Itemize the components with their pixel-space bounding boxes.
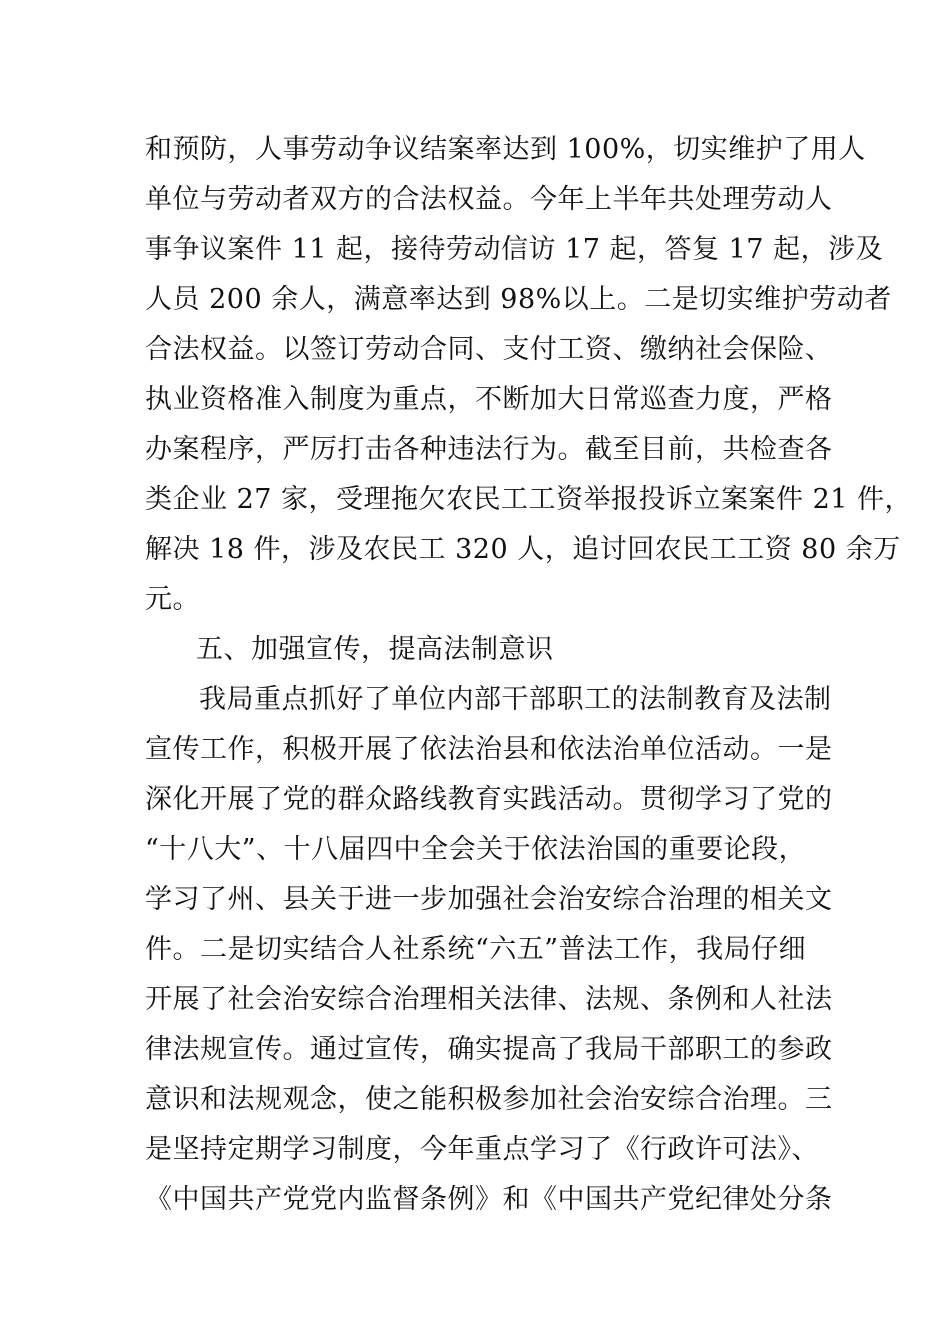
- text-line: 件。二是切实结合人社系统“六五”普法工作，我局仔细: [145, 934, 807, 965]
- text-line: 单位与劳动者双方的合法权益。今年上半年共处理劳动人: [145, 184, 833, 215]
- text-line: 人员 200 余人，满意率达到 98%以上。二是切实维护劳动者: [145, 284, 892, 315]
- text-line: 深化开展了党的群众路线教育实践活动。贯彻学习了党的: [145, 784, 833, 815]
- text-line: 宣传工作，积极开展了依法治县和依法治单位活动。一是: [145, 734, 833, 765]
- text-line: 是坚持定期学习制度，今年重点学习了《行政许可法》、: [145, 1134, 819, 1165]
- paragraph-first-line: 我局重点抓好了单位内部干部职工的法制教育及法制: [199, 684, 832, 715]
- text-line: 开展了社会治安综合治理相关法律、法规、条例和人社法: [145, 984, 833, 1015]
- text-line: 学习了州、县关于进一步加强社会治安综合治理的相关文: [145, 884, 833, 915]
- text-line: 律法规宣传。通过宣传，确实提高了我局干部职工的参政: [145, 1034, 833, 1065]
- section-heading: 五、加强宣传，提高法制意识: [196, 634, 554, 665]
- text-line: 意识和法规观念，使之能积极参加社会治安综合治理。三: [145, 1084, 833, 1115]
- text-line: 《中国共产党党内监督条例》和《中国共产党纪律处分条: [145, 1184, 833, 1215]
- text-line: 解决 18 件，涉及农民工 320 人，追讨回农民工工资 80 余万: [145, 534, 901, 565]
- text-line: 执业资格准入制度为重点，不断加大日常巡查力度，严格: [145, 384, 833, 415]
- text-line: 办案程序，严厉打击各种违法行为。截至目前，共检查各: [145, 434, 833, 465]
- text-line: 元。: [145, 584, 200, 615]
- text-line: 类企业 27 家，受理拖欠农民工工资举报投诉立案案件 21 件，: [145, 484, 913, 515]
- text-line: “十八大”、十八届四中全会关于依法治国的重要论段，: [145, 834, 807, 865]
- text-line: 事争议案件 11 起，接待劳动信访 17 起，答复 17 起，涉及: [145, 234, 884, 265]
- text-line: 合法权益。以签订劳动合同、支付工资、缴纳社会保险、: [145, 334, 833, 365]
- text-line: 和预防，人事劳动争议结案率达到 100%，切实维护了用人: [145, 134, 866, 165]
